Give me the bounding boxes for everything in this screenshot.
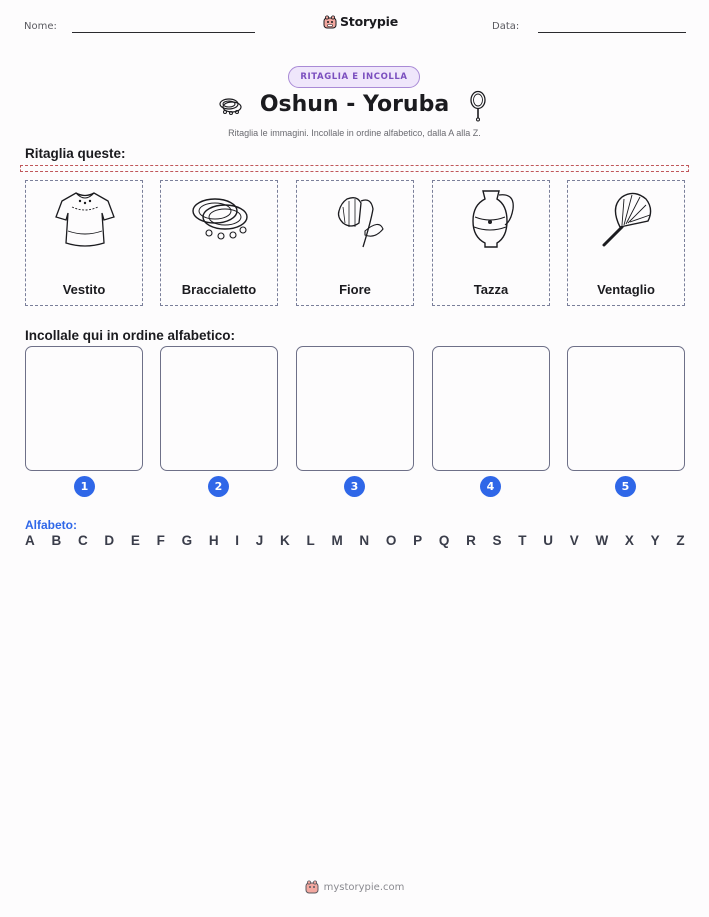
alphabet-letter: L (306, 533, 315, 548)
name-line[interactable] (72, 32, 255, 33)
brand-logo (323, 14, 398, 29)
footer (0, 880, 709, 894)
paste-box[interactable] (432, 346, 550, 471)
storypie-logo-icon (323, 15, 337, 29)
number-badge: 4 (480, 476, 501, 497)
alphabet-letter: Z (676, 533, 685, 548)
alphabet-letter: B (51, 533, 62, 548)
alphabet-letter: E (130, 533, 140, 548)
paste-box[interactable] (296, 346, 414, 471)
alphabet-letter: W (595, 533, 609, 548)
cut-card-tazza[interactable] (432, 180, 550, 306)
alphabet-row (25, 533, 685, 548)
alphabet-letter: C (77, 533, 88, 548)
date-label: Data: (492, 21, 520, 32)
alphabet-letter: S (492, 533, 502, 548)
bracelet-icon (185, 187, 255, 251)
cut-card-braccialetto[interactable] (160, 180, 278, 306)
paste-box[interactable] (160, 346, 278, 471)
storypie-footer-icon (305, 880, 319, 894)
cut-card-vestito[interactable] (25, 180, 143, 306)
cut-card-label: Fiore (339, 282, 371, 297)
alphabet-letter: T (518, 533, 527, 548)
paste-box[interactable] (25, 346, 143, 471)
number-badge: 5 (615, 476, 636, 497)
cut-card-label: Tazza (473, 282, 509, 297)
alphabet-letter: U (543, 533, 553, 548)
number-badge: 1 (74, 476, 95, 497)
cut-line (20, 165, 689, 172)
cut-card-fiore[interactable] (296, 180, 414, 306)
brand-name: Storypie (340, 14, 398, 29)
alphabet-letter: G (181, 533, 193, 548)
fan-icon (592, 187, 662, 251)
cut-card-label: Vestito (62, 282, 106, 297)
paste-box[interactable] (567, 346, 685, 471)
alphabet-letter: D (104, 533, 115, 548)
alphabet-letter: J (255, 533, 264, 548)
dress-icon (50, 187, 120, 251)
vase-icon (457, 187, 527, 251)
alphabet-letter: N (359, 533, 370, 548)
alphabet-letter: I (235, 533, 240, 548)
footer-url[interactable]: mystorypie.com (323, 881, 405, 893)
alphabet-letter: A (25, 533, 35, 548)
alphabet-letter: F (156, 533, 165, 548)
number-badge: 3 (344, 476, 365, 497)
cut-card-label: Ventaglio (597, 282, 655, 297)
alphabet-letter: K (280, 533, 290, 548)
instructions: Ritaglia le immagini. Incollale in ordine alfabetico, dalla A alla Z. (228, 128, 481, 138)
paste-heading: Incollale qui in ordine alfabetico: (25, 328, 236, 343)
alphabet-letter: X (624, 533, 634, 548)
alphabet-letter: R (466, 533, 476, 548)
alphabet-letter: O (385, 533, 397, 548)
name-label: Nome: (24, 21, 57, 32)
activity-badge: RITAGLIA E INCOLLA (288, 66, 420, 88)
flower-icon (321, 187, 391, 251)
cut-card-label: Braccialetto (181, 282, 257, 297)
alphabet-letter: M (331, 533, 343, 548)
page-title: Oshun - Yoruba (259, 92, 450, 117)
alphabet-letter: V (569, 533, 579, 548)
cut-heading: Ritaglia queste: (25, 146, 126, 161)
date-line[interactable] (538, 32, 686, 33)
alphabet-letter: P (413, 533, 423, 548)
cut-card-ventaglio[interactable] (567, 180, 685, 306)
alphabet-title: Alfabeto: (25, 518, 77, 532)
mirror-title-icon (468, 90, 488, 122)
alphabet-letter: Y (650, 533, 660, 548)
alphabet-letter: H (208, 533, 219, 548)
number-badge: 2 (208, 476, 229, 497)
alphabet-letter: Q (438, 533, 450, 548)
